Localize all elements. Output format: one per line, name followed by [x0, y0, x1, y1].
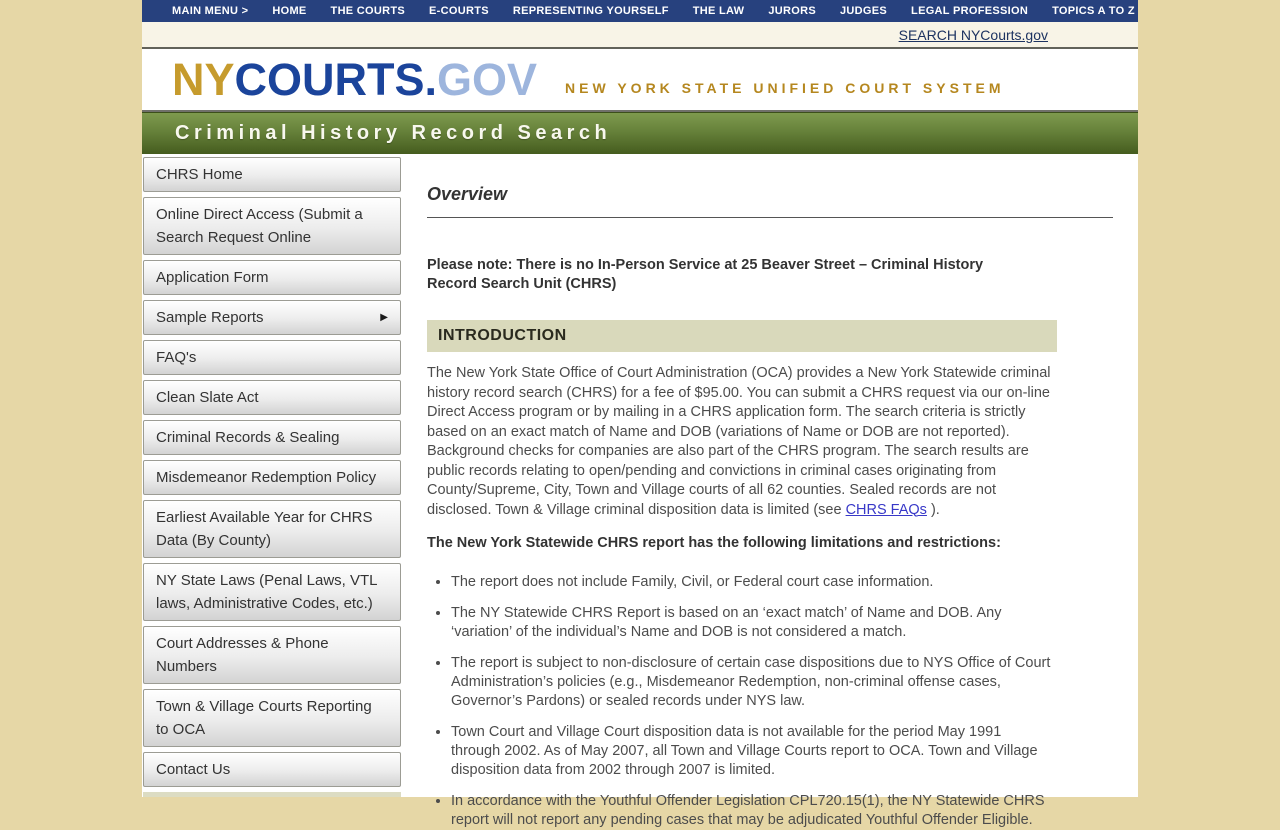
nycourts-logo: [172, 54, 538, 105]
sidebar-item[interactable]: [143, 380, 401, 415]
sidebar-item-label: Court Addresses & Phone Numbers: [156, 635, 329, 675]
sidebar-item-label: Misdemeanor Redemption Policy: [156, 469, 377, 486]
search-strip: [142, 22, 1138, 49]
sidebar-item-label: Criminal Records & Sealing: [156, 429, 340, 446]
content-area: [142, 154, 1138, 828]
sidebar-filler: [143, 792, 401, 797]
introduction-paragraph: [427, 364, 1053, 520]
top-nav-item[interactable]: THE LAW: [692, 5, 745, 17]
sidebar-item[interactable]: [143, 340, 401, 375]
sidebar-menu: [142, 154, 402, 797]
top-nav-item[interactable]: TOPICS A TO Z: [1052, 5, 1135, 17]
top-nav-item[interactable]: JUDGES: [840, 5, 888, 17]
sidebar-item[interactable]: [143, 197, 401, 255]
sidebar-item[interactable]: [143, 752, 401, 787]
top-nav-item[interactable]: E-COURTS: [429, 5, 489, 17]
top-nav-item[interactable]: THE COURTS: [330, 5, 406, 17]
intro-text-before-link: The New York State Office of Court Administration (OCA) provides a New York Statewide criminal history record search (CHRS) for a fee of $95.00. You can submit a CHRS request via our on-line Direct Access program or by mailing in a CHRS application form. The search criteria is strictly based on an exact match of Name and DOB (variations of Name or DOB are not reported). Background checks for companies are also part of the CHRS program. The search results are public records relating to open/pending and convictions in criminal cases originating from County/Supreme, City, Town and Village courts of all 62 counties. Sealed records are not disclosed. Town & Village criminal disposition data is limited (see: [427, 365, 1051, 518]
site-container: [142, 0, 1138, 828]
limitation-item: • The NY Statewide CHRS Report is based on an ‘exact match’ of Name and DOB. Any ‘variation’ of the individual’s Name and DOB is not considered a match.: [451, 604, 1053, 642]
in-person-service-notice: Please note: There is no In-Person Service at 25 Beaver Street – Criminal History Record Search Unit (CHRS): [427, 257, 984, 292]
top-nav-item[interactable]: LEGAL PROFESSION: [911, 5, 1029, 17]
sidebar-item-label: FAQ's: [156, 349, 197, 366]
sidebar-item-label: Application Form: [156, 269, 269, 286]
search-nycourts-link[interactable]: SEARCH NYCourts.gov: [898, 26, 1048, 43]
sidebar-item[interactable]: [143, 626, 401, 684]
sidebar-item[interactable]: [143, 157, 401, 192]
sidebar-item[interactable]: [143, 460, 401, 495]
sidebar-item[interactable]: [143, 260, 401, 295]
page-title: Overview: [427, 184, 508, 204]
submenu-arrow-icon: ▶: [380, 312, 388, 323]
limitation-item: • In accordance with the Youthful Offender Legislation CPL720.15(1), the NY Statewide CHRS report will not report any pending cases that may be adjudicated Youthful Offender Eligible.: [451, 792, 1053, 830]
sidebar-item-label: CHRS Home: [156, 166, 243, 183]
logo-ny-text: NY: [172, 54, 235, 105]
banner-title: Criminal History Record Search: [175, 122, 612, 144]
sidebar-item[interactable]: [143, 500, 401, 558]
sidebar-item-label: Earliest Available Year for CHRS Data (By County): [156, 509, 373, 549]
sidebar-item-label: NY State Laws (Penal Laws, VTL laws, Administrative Codes, etc.): [156, 572, 377, 612]
top-nav-item[interactable]: JURORS: [768, 5, 816, 17]
limitations-heading: The New York Statewide CHRS report has the following limitations and restrictions:: [427, 535, 1001, 551]
sidebar-item-label: Online Direct Access (Submit a Search Request Online: [156, 206, 363, 246]
sidebar-item-label: Town & Village Courts Reporting to OCA: [156, 698, 372, 738]
sidebar-item[interactable]: [143, 420, 401, 455]
sidebar-item[interactable]: [143, 689, 401, 747]
limitations-list: [427, 573, 1053, 830]
intro-text-after-link: ).: [926, 501, 940, 518]
limitation-item: • Town Court and Village Court disposition data is not available for the period May 1991 through 2002. As of May 2007, all Town and Village Courts report to OCA. Town and Village disposition data from 2002 through 2007 is limited.: [451, 723, 1053, 780]
top-navigation: [142, 0, 1138, 22]
top-nav-item[interactable]: MAIN MENU >: [172, 5, 249, 17]
chrs-faqs-link[interactable]: CHRS FAQs: [845, 501, 927, 518]
main-content: [402, 154, 1138, 828]
site-tagline: NEW YORK STATE UNIFIED COURT SYSTEM: [565, 79, 1005, 96]
top-nav-item[interactable]: HOME: [272, 5, 307, 17]
limitation-item: • The report is subject to non-disclosure of certain case dispositions due to NYS Office of Court Administration’s policies (e.g., Misdemeanor Redemption, non-criminal offense cases, Governor’s Pardons) or sealed records under NYS law.: [451, 654, 1053, 711]
sidebar-item-label: Clean Slate Act: [156, 389, 259, 406]
logo-courts-text: COURTS.: [234, 54, 438, 105]
sidebar-item-label: Sample Reports: [156, 309, 264, 326]
site-header: [142, 49, 1138, 112]
sidebar-item[interactable]: [143, 563, 401, 621]
sidebar-item[interactable]: [143, 300, 401, 335]
sidebar-items: [142, 157, 402, 792]
logo-gov-text: GOV: [437, 54, 538, 105]
title-divider: [427, 217, 1113, 218]
introduction-header: INTRODUCTION: [427, 320, 1057, 352]
section-banner: [142, 112, 1138, 154]
top-nav-item[interactable]: REPRESENTING YOURSELF: [512, 5, 669, 17]
sidebar-item-label: Contact Us: [156, 761, 231, 778]
limitation-item: • The report does not include Family, Civil, or Federal court case information.: [451, 573, 1053, 592]
